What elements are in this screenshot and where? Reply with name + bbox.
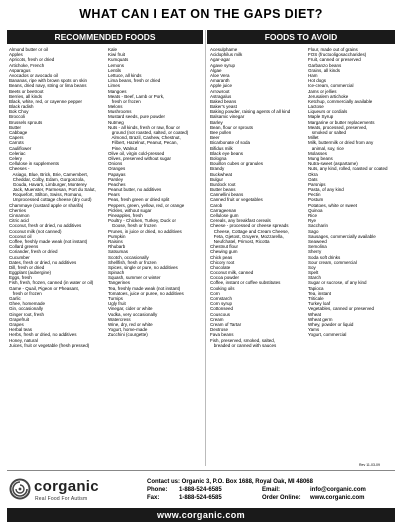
food-item: Cottonseed [210,306,234,312]
food-item: Balsamic vinegar [210,114,245,120]
food-item: Burdock root [210,181,236,187]
recommended-foods-header: RECOMMENDED FOODS [7,30,203,44]
food-item: Cucumber [9,254,30,260]
food-item: Brussels sprouts [9,119,43,125]
food-item: Kiwi fruit [108,52,126,58]
food-item: Grapes [9,321,24,327]
food-item: Garbanzo beans [308,62,342,68]
order-label: Order Online: [262,495,301,501]
food-item: Scotch, occasionally [108,254,149,260]
food-item: Jack, Muenster, Parmesan, Port du Salut, [9,187,96,193]
food-item: Semolina [308,244,327,250]
food-item: Acidophilus milk [210,52,243,58]
food-item: Astragalus [210,93,232,99]
food-item: Chocolate [210,264,231,270]
food-item: Chewing gum [210,249,238,255]
foods-to-avoid-column-1 [210,47,306,348]
food-item: Algae [210,67,222,73]
food-item: Spices, single or pure, no additives [108,264,178,270]
fax-number: 1-888-524-6585 [179,495,222,501]
food-item: Ham [308,72,318,78]
email-label: Email: [262,487,281,493]
food-item: Cocoa powder [210,275,240,281]
food-item: Cinnamon [9,213,30,218]
order-link[interactable]: www.corganic.com [310,495,365,501]
food-item: Fruit, canned or preserved [308,57,361,63]
food-item: Yogurt, home-made [108,327,148,333]
food-item: Flour, made out of grains [308,47,358,52]
food-item: Beets or beetroot [9,88,44,94]
food-item: Cannellini beans [210,192,244,198]
food-item: Kale [108,47,118,52]
food-item: Asparagus [9,67,31,73]
online-contact-block [262,486,400,502]
food-item: Artichoke, French [9,62,45,68]
food-item: Collard greens [9,244,39,250]
food-item: Lima beans, fresh or dried [108,78,161,84]
food-item: Baking powder, raising agents of all kind [210,109,291,115]
swirl-logo-icon [9,478,31,500]
food-item: Nutra-sweet (aspartame) [308,161,358,167]
food-item: Carrageenan [210,207,237,213]
food-item: Ugly fruit [108,301,126,307]
food-item: Spinach [108,270,125,276]
food-item: Squash, summer or winter [108,275,161,281]
food-item: Poultry - Chicken, Turkey, Duck or [108,218,176,224]
food-item: Cheddar, Colby, Edam, Gorgonzola, [9,176,85,182]
food-item: Gin, occasionally [9,306,44,312]
food-item: Cherries [9,207,27,213]
food-item: Prunes, in juice or dried, no additives [108,228,182,234]
food-item: Whey, powder or liquid [308,321,354,327]
food-item: Bee pollen [210,130,232,135]
food-item: Coffee, freshly made weak (not instant) [9,238,88,244]
food-item: Brandy [210,166,225,172]
food-item: Sausages, commercially available [308,233,376,239]
food-item: Sago [308,228,319,234]
food-item: Vodka, very occasionally [108,311,158,317]
food-item: Broccoli [9,114,26,120]
food-item: Feta, Gjetost, Gruyere, Mozzarella, [210,233,284,239]
food-item: Fava beans [210,332,234,338]
food-item: Rice [308,213,318,218]
food-item: Ginger root, fresh [9,311,45,317]
food-item: Kumquats [108,57,129,63]
food-item: Peaches [108,181,126,187]
food-item: Bok Choy [9,109,29,115]
food-item: Cabbage [9,130,28,135]
recommended-foods-column-2 [108,47,203,338]
food-item: Nuts, any kind, rolled, roasted or coated [308,166,388,172]
food-item: Roquefort, Stilton, Swiss, Romano, [9,192,83,198]
food-item: Dates, fresh or dried, no additives [9,259,77,265]
food-item: Chammaye (custard apple or sharifa) [9,202,84,208]
food-item: Cheese - processed or cheese spreads [210,223,289,229]
food-item: Carrots [9,140,24,146]
food-item: Mushrooms [108,109,132,115]
food-item: Barley [210,119,223,125]
food-item: Pears [108,192,120,198]
food-item: Okra [308,171,318,177]
phone-label: Phone: [147,487,168,493]
food-item: Oranges [108,166,126,172]
food-item: Coconut milk (not canned) [9,228,62,234]
order-line [262,494,400,502]
food-item: fresh or frozen [9,290,42,296]
food-item: Couscous [210,311,231,317]
food-item: Black eye beans [210,150,244,156]
food-item: Peas, fresh green or dried split [108,197,170,203]
food-item: Satsumas [108,249,129,255]
food-item: Capers [9,135,24,141]
food-item: Neufchatel, Primost, Ricotta [210,238,270,244]
food-item: Amaranth [210,78,230,84]
food-item: Soda soft drinks [308,254,341,260]
food-item: Garlic [9,296,21,301]
food-item: Tangerines [108,280,131,286]
food-item: Eggplant (aubergine) [9,270,52,276]
food-item: Onions [108,161,123,167]
food-item: Cooking oils [210,285,235,291]
food-item: Rye [308,218,317,224]
food-item: Chicory root [210,259,235,265]
food-item: Cellulose gum [210,213,239,218]
food-item: Wheat germ [308,316,333,322]
food-item: Zucchini (courgette) [108,332,148,338]
food-item: Arrowroot [210,88,230,94]
food-item: Jams or jellies [308,88,337,94]
food-item: Coconut oil [9,233,32,239]
food-item: Beer [210,135,220,141]
food-item: Wine, dry, red or white [108,321,153,327]
food-item: Celeriac [9,150,26,156]
phone-number: 1-888-524-6585 [179,487,222,493]
food-item: Sugar or sucrose, of any kind [308,280,367,286]
food-item: Pine, Walnut [108,145,138,151]
corganic-logo[interactable] [9,476,119,506]
food-item: Cream of Tartar [210,321,242,327]
food-item: Parsley [108,176,124,182]
food-item: Liqueurs or cordials [308,109,348,115]
food-item: Watercress [108,316,131,322]
food-item: Baker's yeast [210,104,237,110]
food-item: Jerusalem artichoke [308,93,349,99]
food-item: Gouda, Havarti, Limburger, Monterey [9,181,87,187]
brand-tagline: Real Food For Autism [35,496,88,502]
food-item: Soy [308,264,316,270]
food-item: animal, soy, rice [308,145,344,151]
food-item: Wheat [308,311,322,317]
food-item: Lentils [108,67,122,73]
food-item: Coconut, fresh or dried, no additives [9,223,82,229]
food-item: Lettuce, all kinds [108,72,142,78]
food-item: Berries, all kinds [9,93,43,99]
food-item: Ketchup, commercially available [308,98,373,104]
food-item: Potatoes, white or sweet [308,202,358,208]
food-item: Papayas [108,171,126,177]
food-item: Aloe Vera [210,72,230,78]
food-item: Ghee, homemade [9,301,46,307]
food-item: Vegetables, canned or preserved [308,306,375,312]
fax-label: Fax: [147,495,160,501]
page-title: WHAT CAN I EAT ON THE GAPS DIET? [79,7,323,21]
food-item: Rhubarb [108,244,126,250]
column-divider [205,30,206,466]
food-item: Cereals, any breakfast cereals [210,218,271,224]
food-item: Peanut butter, no additives [108,187,162,193]
food-item: Nutmeg [108,119,124,125]
food-item: Tea, freshly made weak (not instant) [108,285,181,291]
food-item: Almond butter or oil [9,47,49,52]
food-item: Meats - Beef, Lamb or Pork, [108,93,165,99]
food-item: Celery [9,155,23,161]
food-item: Olives, preserved without sugar [108,155,172,161]
food-item: Butter beans [210,187,236,193]
food-item: ground (not roasted, salted, or coated) [108,130,189,135]
food-item: Cheeses - [9,166,30,172]
email-link[interactable]: info@corganic.com [310,487,366,493]
food-item: Tea, instant [308,290,332,296]
food-item: Mustard seeds, pure powder [108,114,166,120]
food-item: Cream [210,316,224,322]
food-item: Filbert, Hazelnut, Peanut, Pecan, [108,140,178,146]
food-item: Limes [108,83,121,89]
food-item: Pickles, without sugar [108,207,152,213]
food-item: Juices, fruit or vegetable (fresh pressed) [9,342,90,348]
food-item: Bicarbonate of soda [210,140,251,146]
food-item: Cheese, Cottage and Cream Cheese, [210,228,290,234]
food-item: Lactose [308,104,324,110]
food-item: Lemons [108,62,125,68]
food-item: Carob [210,202,223,208]
food-item: Bananas, ripe with brown spots on skin [9,78,88,84]
food-item: Tapioca [308,285,324,291]
food-item: Mangoes [108,88,127,94]
food-item: Seaweed [308,238,327,244]
food-item: Shellfish, fresh or frozen [108,259,157,265]
food-item: Cauliflower [9,145,32,151]
food-item: Coconut milk, canned [210,270,254,276]
food-item: Pineapples, fresh [108,213,143,218]
food-item: Peppers, green, yellow, red, or orange [108,202,185,208]
food-item: Tomatoes, juice or puree, no additives [108,290,184,296]
food-item: Postum [308,197,324,203]
food-item: Apple juice [210,83,233,89]
food-item: Oats [308,176,318,182]
food-item: Acesulphame [210,47,238,52]
foods-to-avoid-header: FOODS TO AVOID [207,30,395,44]
food-item: Millet [308,135,319,141]
food-item: Vinegar, cider or white [108,306,153,312]
food-item: Buckwheat [210,171,233,177]
food-item: Cornstarch [210,296,233,301]
food-item: Pectin [308,192,321,198]
food-item: Yogurt, commercial [308,332,347,338]
food-item: Agar-agar [210,57,231,63]
food-item: Corn syrup [210,301,233,307]
revision-note: Rev 11-03-09 [359,463,380,467]
food-item: Goose, fresh or frozen [108,223,157,229]
food-item: Bean, flour or sprouts [210,124,254,130]
food-item: Hot dogs [308,78,327,84]
food-item: Corn [210,290,220,296]
food-item: Black radish [9,104,34,110]
food-item: Spelt [308,270,319,276]
food-item: Olive oil, virgin cold-pressed [108,150,165,156]
food-item: Fish, preserved, smoked, salted, [210,337,276,343]
food-item: Bouillon cubes or granules [210,161,264,167]
food-item: FOS (fructooligosaccharides) [308,52,367,58]
contact-address: Contact us: Organic 3, P.O. Box 1688, Royal Oak, MI 48068 [147,479,313,485]
food-item: Apricots, fresh or dried [9,57,55,63]
food-item: Cellulose in supplements [9,161,60,167]
food-item: Bologna [210,155,227,161]
food-item: fresh or frozen [108,98,141,104]
food-item: Saccharin [308,223,329,229]
food-item: Quinoa [308,207,323,213]
food-item: smoked or salted [308,130,347,135]
food-item: Milk, buttermilk or dried from any [308,140,374,146]
food-item: Mung beans [308,155,333,161]
food-item: Herbs, fresh or dried, no additives [9,332,77,338]
food-item: Citric acid [9,218,29,224]
food-item: Canned fruit or vegetables [210,197,263,203]
food-item: Grains, all kinds [308,67,341,73]
food-item: Dill, fresh or dried [9,264,45,270]
food-item: Coffee, instant or coffee substitutes [210,280,281,286]
food-item: Sherry [308,249,322,255]
food-item: Chick peas [210,254,233,260]
food-item: Grapefruit [9,316,30,322]
food-item: Turnips [108,296,123,301]
food-item: Melons [108,104,123,110]
food-item: Chestnut flour [210,244,239,250]
food-item: Avocados or avocado oil [9,72,58,78]
food-item: Bifidus milk [210,145,233,151]
food-item: Pumpkin [108,233,126,239]
food-item: Butter [9,124,22,130]
food-item: Yams [308,327,320,333]
food-item: Agave syrup [210,62,236,68]
recommended-foods-column-1 [9,47,105,348]
food-item: Margarine or butter replacements [308,119,375,125]
food-item: Ice-cream, commercial [308,83,354,89]
website-link[interactable]: www.corganic.com [7,508,395,522]
food-item: Bulgur [210,176,224,182]
food-item: Honey, natural [9,337,38,343]
foods-to-avoid-column-2 [308,47,398,338]
email-line [262,486,400,494]
food-item: breaded or canned with sauces [210,342,277,348]
food-item: Dextrose [210,327,229,333]
food-item: Eggs, fresh [9,275,32,281]
food-item: Baked beans [210,98,237,104]
food-item: Maple Syrup [308,114,334,120]
food-item: Starch [308,275,322,281]
brand-name: corganic [34,478,99,495]
food-item: Apples [9,52,23,58]
food-item: Black, white, red, or cayenne pepper [9,98,83,104]
food-item: Coriander, fresh or dried [9,249,58,255]
food-item: Nuts - all kinds, fresh or raw, flour or [108,124,181,130]
food-item: Parsnips [308,181,326,187]
food-item: Meats, processed, preserved, [308,124,368,130]
food-item: Asiago, Blue, Brick, Brie, Camembert, [9,171,89,177]
food-item: Herbal teas [9,327,33,333]
footer-divider [7,470,395,471]
food-item: Turkey loaf [308,301,331,307]
food-item: Sour cream, commercial [308,259,357,265]
food-item: Triticale [308,296,324,301]
food-item: Unprocessed cottage cheese (dry curd) [9,197,92,203]
food-item: Pasta, of any kind [308,187,344,193]
food-item: Beans, dried navy, string or lima beans [9,83,87,89]
food-item: Raisins [108,238,123,244]
food-item: Almond, Brazil, Cashew, Chestnut, [108,135,181,141]
food-item: Fish, fresh, frozen, canned (in water or oil) [9,280,94,286]
food-item: Game - Quail, Pigeon or Pheasant, [9,285,80,291]
food-item: Molasses [308,150,328,156]
